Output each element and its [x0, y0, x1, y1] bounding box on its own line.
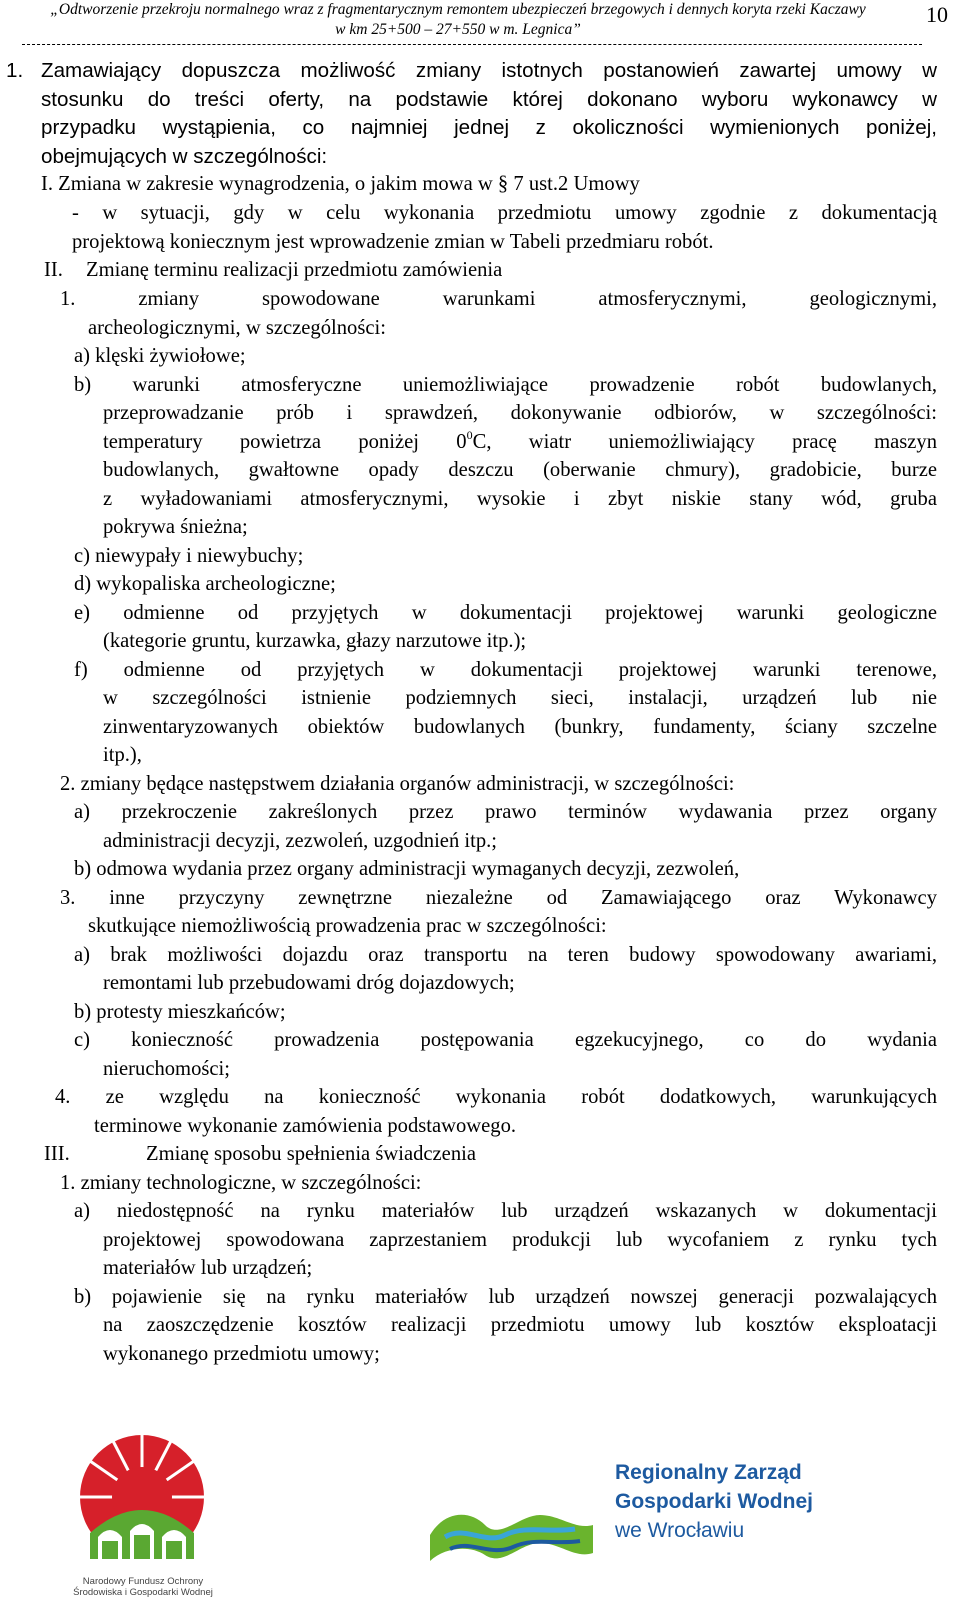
list-item: b) protesty mieszkańców;	[74, 1001, 286, 1023]
rzgw-name-line3: we Wrocławiu	[615, 1519, 745, 1542]
header-divider	[22, 44, 922, 45]
list-item: 4. ze względu na konieczność wykonania robót dodatkowych, warunkujących	[55, 1086, 937, 1108]
list-item: temperatury powietrza poniżej $0^0C$, wiatr uniemożliwiający pracę maszyn	[103, 428, 937, 453]
list-item: itp.),	[103, 744, 142, 766]
list-item: remontami lub przebudowami dróg dojazdowych;	[103, 972, 515, 994]
list-item: b) odmowa wydania przez organy administracji wymaganych decyzji, zezwoleń,	[74, 858, 740, 880]
section-i-heading: I. Zmiana w zakresie wynagrodzenia, o jakim mowa w § 7 ust.2 Umowy	[41, 173, 640, 195]
nfosigw-emblem-icon	[72, 1425, 212, 1575]
list-item: 3. inne przyczyny zewnętrzne niezależne od Zamawiającego oraz Wykonawcy	[60, 887, 937, 909]
nfosigw-name-line1: Narodowy Fundusz Ochrony	[82, 1576, 204, 1587]
list-item: b) pojawienie się na rynku materiałów lub urządzeń nowszej generacji pozwalających	[74, 1286, 937, 1308]
list-item: z wyładowaniami atmosferycznymi, wysokie i zbyt niskie stany wód, gruba	[103, 488, 937, 510]
list-item: a) niedostępność na rynku materiałów lub urządzeń wskazanych w dokumentacji	[74, 1200, 937, 1222]
paragraph-line: przypadku wystąpienia, co najmniej jednej z okoliczności wymienionych poniżej,	[41, 116, 937, 139]
list-item: c) niewypały i niewybuchy;	[74, 545, 304, 567]
section-iii-number: III.	[44, 1143, 70, 1165]
rzgw-emblem-icon	[425, 1495, 600, 1575]
header-title	[8, 0, 908, 40]
section-ii-number: II.	[44, 259, 63, 281]
list-item: skutkujące niemożliwością prowadzenia prac w szczególności:	[88, 915, 607, 937]
list-item: pokrywa śnieżna;	[103, 516, 248, 538]
list-item: (kategorie gruntu, kurzawka, głazy narzutowe itp.);	[103, 630, 527, 652]
header-title-line1: „Odtworzenie przekroju normalnego wraz z fragmentarycznym remontem ubezpieczeń brzegowych i dennych koryta rzeki Kaczawy	[50, 1, 866, 18]
list-item: f) odmienne od przyjętych w dokumentacji projektowej warunki terenowe,	[74, 659, 937, 681]
list-item: materiałów lub urządzeń;	[103, 1257, 313, 1279]
list-item: e) odmienne od przyjętych w dokumentacji projektowej warunki geologiczne	[74, 602, 937, 624]
nfosigw-name-line2: Środowiska i Gospodarki Wodnej	[73, 1587, 213, 1598]
list-item: na zaoszczędzenie kosztów realizacji przedmiotu umowy lub kosztów eksploatacji	[103, 1314, 937, 1336]
rzgw-name-line1: Regionalny Zarząd	[615, 1461, 802, 1484]
list-item: a) klęski żywiołowe;	[74, 345, 246, 367]
list-item: budowlanych, gwałtowne opady deszczu (oberwanie chmury), gradobicie, burze	[103, 459, 937, 481]
list-item: 1. zmiany spowodowane warunkami atmosferycznymi, geologicznymi,	[60, 288, 937, 310]
list-item: 1. zmiany technologiczne, w szczególności:	[60, 1172, 422, 1194]
paragraph-line: obejmujących w szczególności:	[41, 145, 328, 168]
list-item: c) konieczność prowadzenia postępowania egzekucyjnego, co do wydania	[74, 1029, 937, 1051]
paragraph-line: stosunku do treści oferty, na podstawie której dokonano wyboru wykonawcy w	[41, 88, 937, 111]
list-item: zinwentaryzowanych obiektów budowlanych (bunkry, fundamenty, ściany szczelne	[103, 716, 937, 738]
page-number: 10	[926, 2, 948, 27]
section-i-text: - w sytuacji, gdy w celu wykonania przedmiotu umowy zgodnie z dokumentacją	[72, 202, 937, 224]
section-ii-heading: Zmianę terminu realizacji przedmiotu zamówienia	[86, 259, 503, 281]
list-item: terminowe wykonanie zamówienia podstawowego.	[94, 1115, 517, 1137]
section-iii-heading: Zmianę sposobu spełnienia świadczenia	[146, 1143, 476, 1165]
header-title-line2: w km 25+500 – 27+550 w m. Legnica”	[335, 21, 581, 38]
list-item: w szczególności istnienie podziemnych sieci, instalacji, urządzeń lub nie	[103, 687, 937, 709]
list-item: a) brak możliwości dojazdu oraz transportu na teren budowy spowodowany awariami,	[74, 944, 937, 966]
list-item: b) warunki atmosferyczne uniemożliwiające prowadzenie robót budowlanych,	[74, 374, 937, 396]
list-item: a) przekroczenie zakreślonych przez prawo terminów wydawania przez organy	[74, 801, 937, 823]
nfosigw-logo	[72, 1425, 212, 1601]
paragraph-line: Zamawiający dopuszcza możliwość zmiany istotnych postanowień zawartej umowy w	[41, 59, 937, 82]
list-item: administracji decyzji, zezwoleń, uzgodnień itp.;	[103, 830, 498, 852]
list-item: 2. zmiany będące następstwem działania organów administracji, w szczególności:	[60, 773, 735, 795]
section-i-text: projektową koniecznym jest wprowadzenie zmian w Tabeli przedmiaru robót.	[72, 231, 714, 253]
item-number: 1.	[6, 59, 24, 82]
list-item: d) wykopaliska archeologiczne;	[74, 573, 336, 595]
list-item: przeprowadzanie prób i sprawdzeń, dokonywanie odbiorów, w szczególności:	[103, 402, 937, 424]
rzgw-name-line2: Gospodarki Wodnej	[615, 1490, 813, 1513]
list-item: archeologicznymi, w szczególności:	[88, 317, 386, 339]
list-item: nieruchomości;	[103, 1058, 230, 1080]
list-item: projektowej spowodowana zaprzestaniem produkcji lub wycofaniem z rynku tych	[103, 1229, 937, 1251]
list-item: wykonanego przedmiotu umowy;	[103, 1343, 380, 1365]
